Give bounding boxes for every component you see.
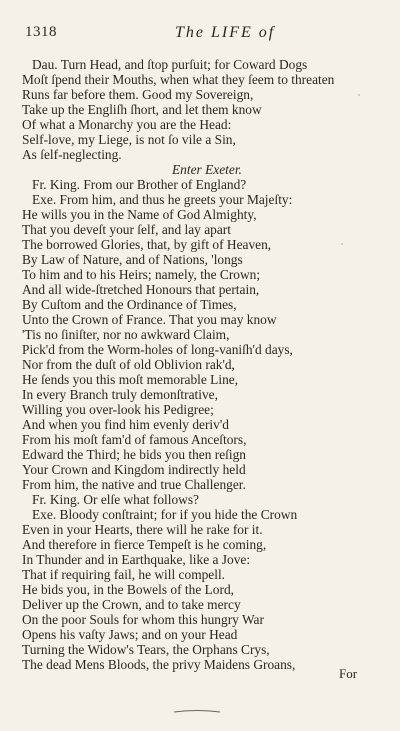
catchword: For <box>339 666 358 681</box>
page-header <box>25 24 380 46</box>
text-line: Opens his vaſty Jaws; and on your Head <box>22 627 238 642</box>
text-line: In Thunder and in Earthquake, like a Jove: <box>22 552 251 567</box>
text-line: As ſelf-neglecting. <box>22 147 122 162</box>
text-line: Turning the Widow's Tears, the Orphans Crys, <box>22 642 270 657</box>
text-line: And therefore in fierce Tempeſt is he coming, <box>22 537 267 552</box>
text-line: Nor from the duſt of old Oblivion rak'd, <box>22 357 235 372</box>
paper-speck <box>341 243 343 245</box>
text-line: He bids you, in the Bowels of the Lord, <box>22 582 234 597</box>
text-line: Pick'd from the Worm-holes of long-vaniſh'd days, <box>22 342 293 357</box>
text-line: Moſt ſpend their Mouths, when what they ſeem to threaten <box>22 72 335 87</box>
text-line: In every Branch truly demonſtrative, <box>22 387 218 402</box>
text-line: Exe. Bloody conſtraint; for if you hide the Crown <box>32 507 298 522</box>
text-line: Your Crown and Kingdom indirectly held <box>22 462 246 477</box>
text-line: Of what a Monarchy you are the Head: <box>22 117 232 132</box>
text-line: Fr. King. Or elſe what follows? <box>32 492 199 507</box>
page-ornament <box>172 709 222 712</box>
text-line: Self-love, my Liege, is not ſo vile a Sin, <box>22 132 236 147</box>
text-line: Deliver up the Crown, and to take mercy <box>22 597 241 612</box>
paper-speck <box>358 94 360 96</box>
running-title: The LIFE of <box>175 24 276 41</box>
text-line: Fr. King. From our Brother of England? <box>32 177 247 192</box>
text-line: The dead Mens Bloods, the privy Maidens Groans, <box>22 657 296 672</box>
text-line: Willing you over-look his Pedigree; <box>22 402 214 417</box>
text-line: He ſends you this moſt memorable Line, <box>22 372 239 387</box>
text-line: From him, the native and true Challenger. <box>22 477 246 492</box>
text-line: To him and to his Heirs; namely, the Crown; <box>22 267 261 282</box>
text-line: And when you find him evenly deriv'd <box>22 417 229 432</box>
text-line: Take up the Engliſh ſhort, and let them know <box>22 102 262 117</box>
text-line: The borrowed Glories, that, by gift of Heaven, <box>22 237 272 252</box>
text-line: 'Tis no ſiniſter, nor no awkward Claim, <box>22 327 230 342</box>
text-line: By Cuſtom and the Ordinance of Times, <box>22 297 237 312</box>
text-line: From his moſt fam'd of famous Anceſtors, <box>22 432 247 447</box>
text-line: Edward the Third; he bids you then reſign <box>22 447 246 462</box>
text-line: Unto the Crown of France. That you may know <box>22 312 277 327</box>
text-line: By Law of Nature, and of Nations, 'longs <box>22 252 243 267</box>
text-line: Exe. From him, and thus he greets your Majeſty: <box>32 192 293 207</box>
text-line: On the poor Souls for whom this hungry War <box>22 612 264 627</box>
text-line: Even in your Hearts, there will he rake for it. <box>22 522 263 537</box>
text-line: That you deveſt your ſelf, and lay apart <box>22 222 231 237</box>
text-line: Dau. Turn Head, and ſtop purſuit; for Coward Dogs <box>32 57 308 72</box>
text-line: And all wide-ſtretched Honours that pertain, <box>22 282 260 297</box>
page-number: 1318 <box>25 24 57 40</box>
text-line: He wills you in the Name of God Almighty, <box>22 207 257 222</box>
text-line: Runs far before them. Good my Sovereign, <box>22 87 254 102</box>
stage-direction: Enter Exeter. <box>172 162 242 177</box>
text-line: That if requiring fail, he will compell. <box>22 567 226 582</box>
